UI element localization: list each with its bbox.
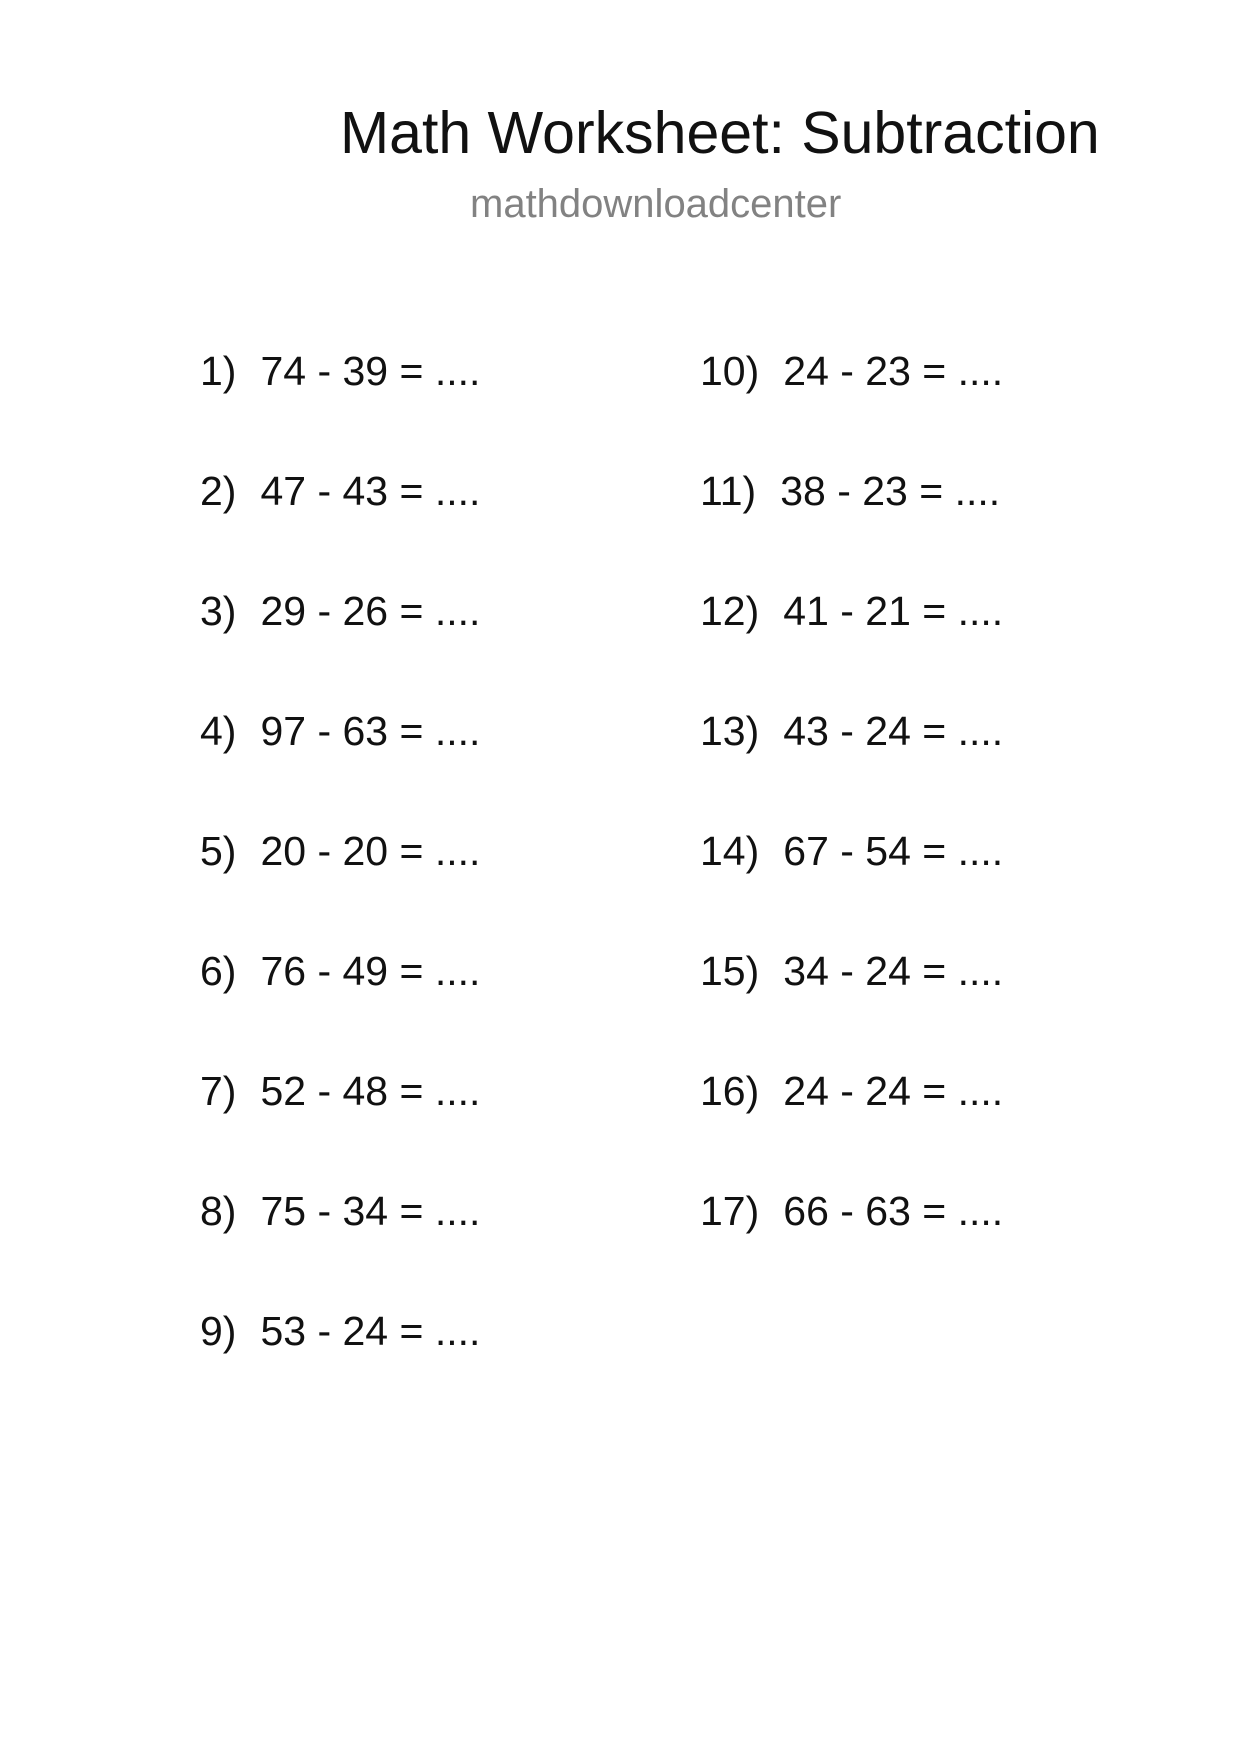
problem-expression: 24 - 24 = .... <box>783 1068 1004 1114</box>
problem-item <box>200 347 480 467</box>
problem-item <box>700 1067 1003 1187</box>
problem-expression: 29 - 26 = .... <box>260 588 481 634</box>
problem-item <box>700 947 1003 1067</box>
problem-number: 17) <box>700 1188 760 1234</box>
problem-item <box>200 467 480 587</box>
problem-item <box>700 467 1003 587</box>
problem-expression: 38 - 23 = .... <box>780 468 1001 514</box>
problem-expression: 24 - 23 = .... <box>783 348 1004 394</box>
problem-item <box>200 947 480 1067</box>
problem-item <box>700 1187 1003 1307</box>
problem-item <box>700 587 1003 707</box>
problem-number: 6) <box>200 948 237 994</box>
problem-item <box>200 1307 480 1427</box>
worksheet-title: Math Worksheet: Subtraction <box>340 100 1100 166</box>
problem-item <box>700 347 1003 467</box>
problem-item <box>200 1067 480 1187</box>
problem-expression: 97 - 63 = .... <box>260 708 481 754</box>
problem-expression: 43 - 24 = .... <box>783 708 1004 754</box>
problem-item <box>200 587 480 707</box>
problem-number: 16) <box>700 1068 760 1114</box>
problem-expression: 20 - 20 = .... <box>260 828 481 874</box>
problem-number: 15) <box>700 948 760 994</box>
problem-number: 9) <box>200 1308 237 1354</box>
problem-expression: 66 - 63 = .... <box>783 1188 1004 1234</box>
problem-number: 4) <box>200 708 237 754</box>
problem-column-right <box>700 347 1003 1307</box>
problem-number: 10) <box>700 348 760 394</box>
problem-number: 14) <box>700 828 760 874</box>
problem-expression: 41 - 21 = .... <box>783 588 1004 634</box>
problem-expression: 67 - 54 = .... <box>783 828 1004 874</box>
problem-expression: 53 - 24 = .... <box>260 1308 481 1354</box>
problem-number: 3) <box>200 588 237 634</box>
problem-number: 8) <box>200 1188 237 1234</box>
problem-expression: 34 - 24 = .... <box>783 948 1004 994</box>
problem-expression: 76 - 49 = .... <box>260 948 481 994</box>
problem-expression: 74 - 39 = .... <box>260 348 481 394</box>
worksheet-subtitle: mathdownloadcenter <box>470 182 842 226</box>
problem-number: 1) <box>200 348 237 394</box>
problem-number: 11) <box>700 468 757 514</box>
problem-item <box>700 827 1003 947</box>
problem-number: 7) <box>200 1068 237 1114</box>
problem-expression: 47 - 43 = .... <box>260 468 481 514</box>
problem-item <box>700 707 1003 827</box>
problem-expression: 75 - 34 = .... <box>260 1188 481 1234</box>
problem-item <box>200 1187 480 1307</box>
problem-number: 12) <box>700 588 760 634</box>
problem-column-left <box>200 347 480 1427</box>
problem-number: 2) <box>200 468 237 514</box>
problem-item <box>200 707 480 827</box>
problem-number: 13) <box>700 708 760 754</box>
problem-item <box>200 827 480 947</box>
problem-expression: 52 - 48 = .... <box>260 1068 481 1114</box>
problem-number: 5) <box>200 828 237 874</box>
